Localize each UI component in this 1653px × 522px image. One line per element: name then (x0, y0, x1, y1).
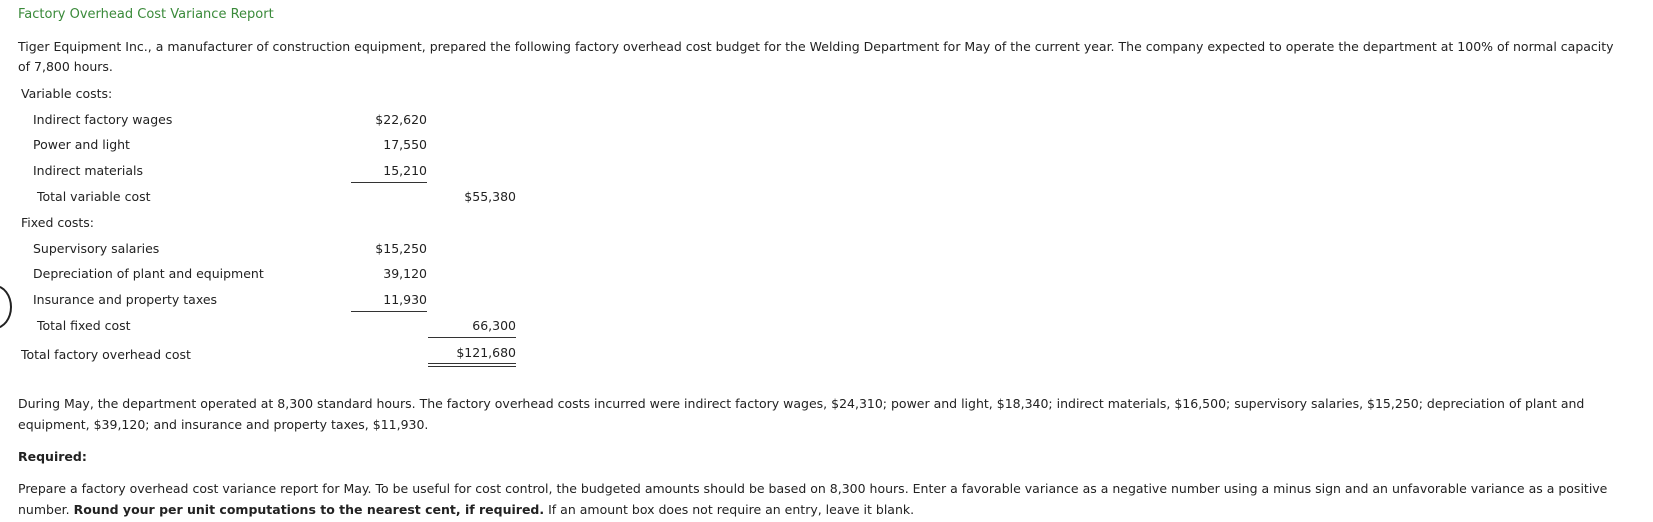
budget-row-amount: 39,120 (383, 266, 427, 281)
budget-row-label: Depreciation of plant and equipment (33, 266, 264, 281)
double-rule-top (428, 363, 516, 364)
budget-row-amount: $22,620 (375, 112, 427, 127)
budget-row-amount: 17,550 (383, 137, 427, 152)
instructions-tail-text: If an amount box does not require an entry, leave it blank. (544, 502, 915, 517)
instructions-paragraph (18, 478, 1630, 520)
actual-costs-paragraph: During May, the department operated at 8,300 standard hours. The factory overhead costs incurred were indirect factory wages, $24,310; power and light, $18,340; indirect materials, $16,500; supervisory salaries, $15,250; depreciation of plant and equipment, $39,120; and insurance and property taxes, $11,930. (18, 396, 1585, 432)
variable-costs-heading: Variable costs: (21, 86, 113, 101)
budget-row-label: Indirect factory wages (33, 112, 173, 127)
budget-row-label: Insurance and property taxes (33, 292, 218, 307)
page-title: Factory Overhead Cost Variance Report (18, 7, 274, 22)
intro-paragraph: Tiger Equipment Inc., a manufacturer of construction equipment, prepared the following factory overhead cost budget for the Welding Department for May of the current year. The company expected to operate the department at 100% of normal capacity of 7,800 hours. (18, 39, 1614, 74)
total-fixed-amount: 66,300 (472, 318, 516, 333)
subtotal-rule (351, 311, 427, 312)
budget-row-label: Supervisory salaries (33, 241, 160, 256)
instructions-bold-text: Round your per unit computations to the nearest cent, if required. (73, 502, 545, 517)
total-variable-label: Total variable cost (37, 189, 151, 204)
budget-row-label: Power and light (33, 137, 130, 152)
budget-row-amount: 11,930 (383, 292, 427, 307)
total-overhead-amount: $121,680 (456, 345, 516, 360)
double-rule-bottom (428, 366, 516, 367)
total-fixed-label: Total fixed cost (37, 318, 131, 333)
subtotal-rule (351, 182, 427, 183)
required-heading: Required: (18, 449, 87, 464)
instructions-text: Prepare a factory overhead cost variance report for May. To be useful for cost control, the budgeted amounts should be based on 8,300 hours. Enter a favorable variance as a negative number using a minus sign and an unfavorable variance as a positive number. (18, 481, 1608, 517)
budget-row-amount: 15,210 (383, 163, 427, 178)
total-rule (428, 337, 516, 338)
fixed-costs-heading: Fixed costs: (21, 215, 95, 230)
budget-row-label: Indirect materials (33, 163, 144, 178)
total-variable-amount: $55,380 (464, 189, 516, 204)
total-overhead-label: Total factory overhead cost (21, 347, 191, 362)
budget-row-amount: $15,250 (375, 241, 427, 256)
page-edge-circle (0, 285, 12, 329)
